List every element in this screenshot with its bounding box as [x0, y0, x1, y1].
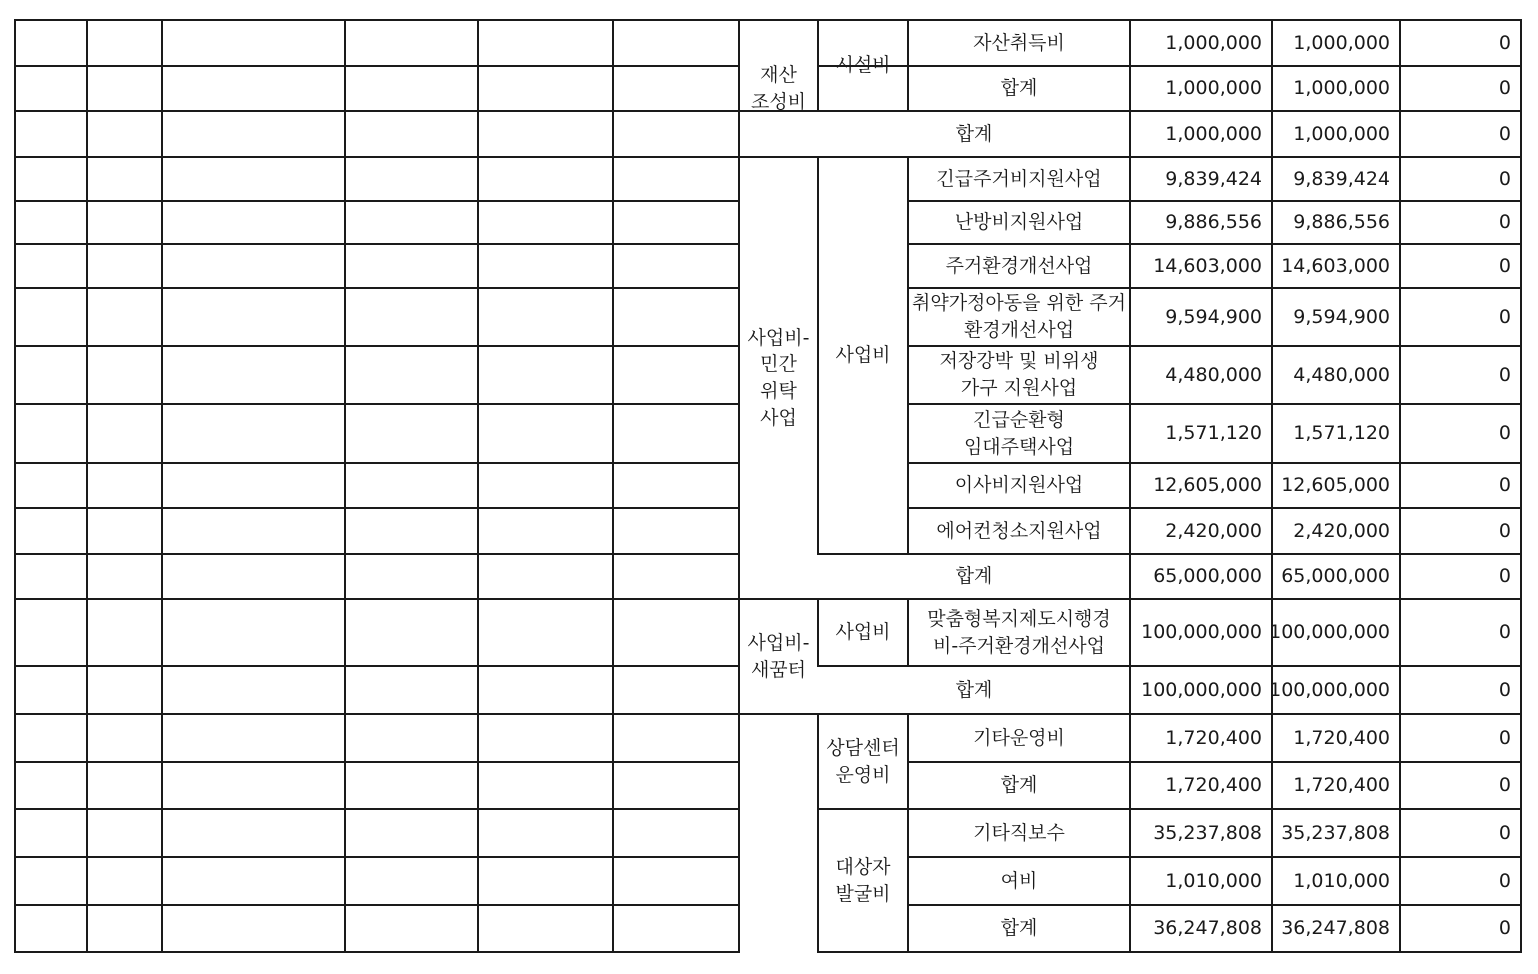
item-cell: 긴급순환형 임대주택사업 [963, 408, 1075, 458]
budget-cell: 9,839,424 [1165, 167, 1262, 190]
grid-line-horizontal [14, 951, 740, 953]
spent-cell: 1,720,400 [1293, 774, 1390, 797]
grid-line-horizontal [14, 65, 740, 67]
grid-line-horizontal [14, 808, 740, 810]
budget-cell: 9,886,556 [1165, 211, 1262, 234]
item-cell: 주거환경개선사업 [945, 254, 1093, 277]
balance-cell: 0 [1498, 167, 1511, 190]
grid-line-horizontal [14, 156, 740, 158]
balance-cell: 0 [1498, 565, 1511, 588]
grid-line-horizontal [14, 110, 740, 112]
spent-cell: 36,247,808 [1281, 917, 1390, 940]
item-cell: 합계 [955, 678, 993, 701]
grid-line-horizontal [14, 904, 740, 906]
item-cell: 긴급주거비지원사업 [936, 167, 1102, 190]
balance-cell: 0 [1498, 621, 1511, 644]
grid-line-horizontal [14, 761, 740, 763]
balance-cell: 0 [1498, 422, 1511, 445]
budget-cell: 1,571,120 [1165, 422, 1262, 445]
balance-cell: 0 [1498, 77, 1511, 100]
balance-cell: 0 [1498, 774, 1511, 797]
category-cell: 사업비- 새꿈터 [747, 631, 810, 681]
item-cell: 난방비지원사업 [954, 211, 1084, 234]
grid-line-horizontal [14, 665, 740, 667]
item-cell: 기타운영비 [973, 726, 1065, 749]
budget-cell: 100,000,000 [1141, 621, 1262, 644]
grid-line-horizontal [14, 713, 740, 715]
spent-cell: 12,605,000 [1281, 474, 1390, 497]
balance-cell: 0 [1498, 917, 1511, 940]
grid-line-horizontal [14, 403, 740, 405]
budget-cell: 9,594,900 [1165, 305, 1262, 328]
balance-cell: 0 [1498, 254, 1511, 277]
item-cell: 합계 [955, 565, 993, 588]
item-cell: 자산취득비 [973, 31, 1065, 54]
budget-cell: 1,000,000 [1165, 31, 1262, 54]
budget-cell: 100,000,000 [1141, 678, 1262, 701]
grid-line-horizontal [14, 507, 740, 509]
spent-cell: 9,839,424 [1293, 167, 1390, 190]
balance-cell: 0 [1498, 821, 1511, 844]
grid-line-horizontal [14, 856, 740, 858]
item-cell: 합계 [1000, 774, 1038, 797]
grid-line-horizontal [14, 553, 740, 555]
category-cell: 재산 조성비 [750, 63, 807, 113]
budget-cell: 36,247,808 [1153, 917, 1262, 940]
spent-cell: 1,000,000 [1293, 31, 1390, 54]
grid-line-vertical [612, 19, 614, 953]
item-cell: 이사비지원사업 [954, 474, 1084, 497]
budget-cell: 4,480,000 [1165, 363, 1262, 386]
item-cell: 에어컨청소지원사업 [936, 519, 1102, 542]
grid-line-vertical [14, 19, 16, 953]
budget-cell: 1,010,000 [1165, 869, 1262, 892]
balance-cell: 0 [1498, 211, 1511, 234]
grid-line-horizontal [14, 345, 740, 347]
grid-line-vertical [477, 19, 479, 953]
spent-cell: 9,594,900 [1293, 305, 1390, 328]
balance-cell: 0 [1498, 726, 1511, 749]
spent-cell: 1,720,400 [1293, 726, 1390, 749]
balance-cell: 0 [1498, 363, 1511, 386]
subcategory-cell: 사업비 [835, 621, 891, 644]
budget-cell: 35,237,808 [1153, 821, 1262, 844]
spent-cell: 35,237,808 [1281, 821, 1390, 844]
spent-cell: 1,000,000 [1293, 77, 1390, 100]
spent-cell: 1,000,000 [1293, 122, 1390, 145]
grid-line-horizontal [14, 243, 740, 245]
spent-cell: 100,000,000 [1269, 621, 1390, 644]
item-cell: 저장강박 및 비위생 가구 지원사업 [939, 350, 1099, 399]
spent-cell: 4,480,000 [1293, 363, 1390, 386]
item-cell: 기타직보수 [973, 821, 1065, 844]
subcategory-cell: 사업비 [835, 344, 891, 367]
grid-line-horizontal [14, 462, 740, 464]
subcategory-cell: 시설비 [835, 54, 891, 77]
balance-cell: 0 [1498, 678, 1511, 701]
subcategory-cell: 상담센터 운영비 [826, 736, 900, 786]
spent-cell: 14,603,000 [1281, 254, 1390, 277]
spent-cell: 65,000,000 [1281, 565, 1390, 588]
item-cell: 합계 [955, 122, 993, 145]
grid-line-vertical [161, 19, 163, 953]
balance-cell: 0 [1498, 519, 1511, 542]
grid-line-vertical [344, 19, 346, 953]
grid-line-horizontal [14, 19, 740, 21]
budget-cell: 65,000,000 [1153, 565, 1262, 588]
spent-cell: 9,886,556 [1293, 211, 1390, 234]
item-cell: 취약가정아동을 위한 주거환경개선사업 [912, 292, 1126, 341]
budget-cell: 14,603,000 [1153, 254, 1262, 277]
balance-cell: 0 [1498, 869, 1511, 892]
grid-line-horizontal [14, 287, 740, 289]
balance-cell: 0 [1498, 474, 1511, 497]
balance-cell: 0 [1498, 122, 1511, 145]
grid-line-horizontal [14, 598, 740, 600]
grid-line-vertical [86, 19, 88, 953]
item-cell: 맞춤형복지제도시행경 비-주거환경개선사업 [927, 607, 1111, 657]
budget-cell: 2,420,000 [1165, 519, 1262, 542]
balance-cell: 0 [1498, 305, 1511, 328]
budget-cell: 1,000,000 [1165, 122, 1262, 145]
spent-cell: 2,420,000 [1293, 519, 1390, 542]
budget-cell: 1,720,400 [1165, 726, 1262, 749]
budget-cell: 12,605,000 [1153, 474, 1262, 497]
balance-cell: 0 [1498, 31, 1511, 54]
spent-cell: 100,000,000 [1269, 678, 1390, 701]
item-cell: 여비 [1000, 869, 1038, 892]
subcategory-cell: 대상자 발굴비 [835, 855, 891, 905]
item-cell: 합계 [1000, 917, 1038, 940]
spent-cell: 1,010,000 [1293, 869, 1390, 892]
budget-cell: 1,000,000 [1165, 77, 1262, 100]
item-cell: 합계 [1000, 77, 1038, 100]
category-cell: 사업비- 민간 위탁 사업 [747, 326, 810, 429]
spent-cell: 1,571,120 [1293, 422, 1390, 445]
grid-line-horizontal [14, 200, 740, 202]
budget-cell: 1,720,400 [1165, 774, 1262, 797]
